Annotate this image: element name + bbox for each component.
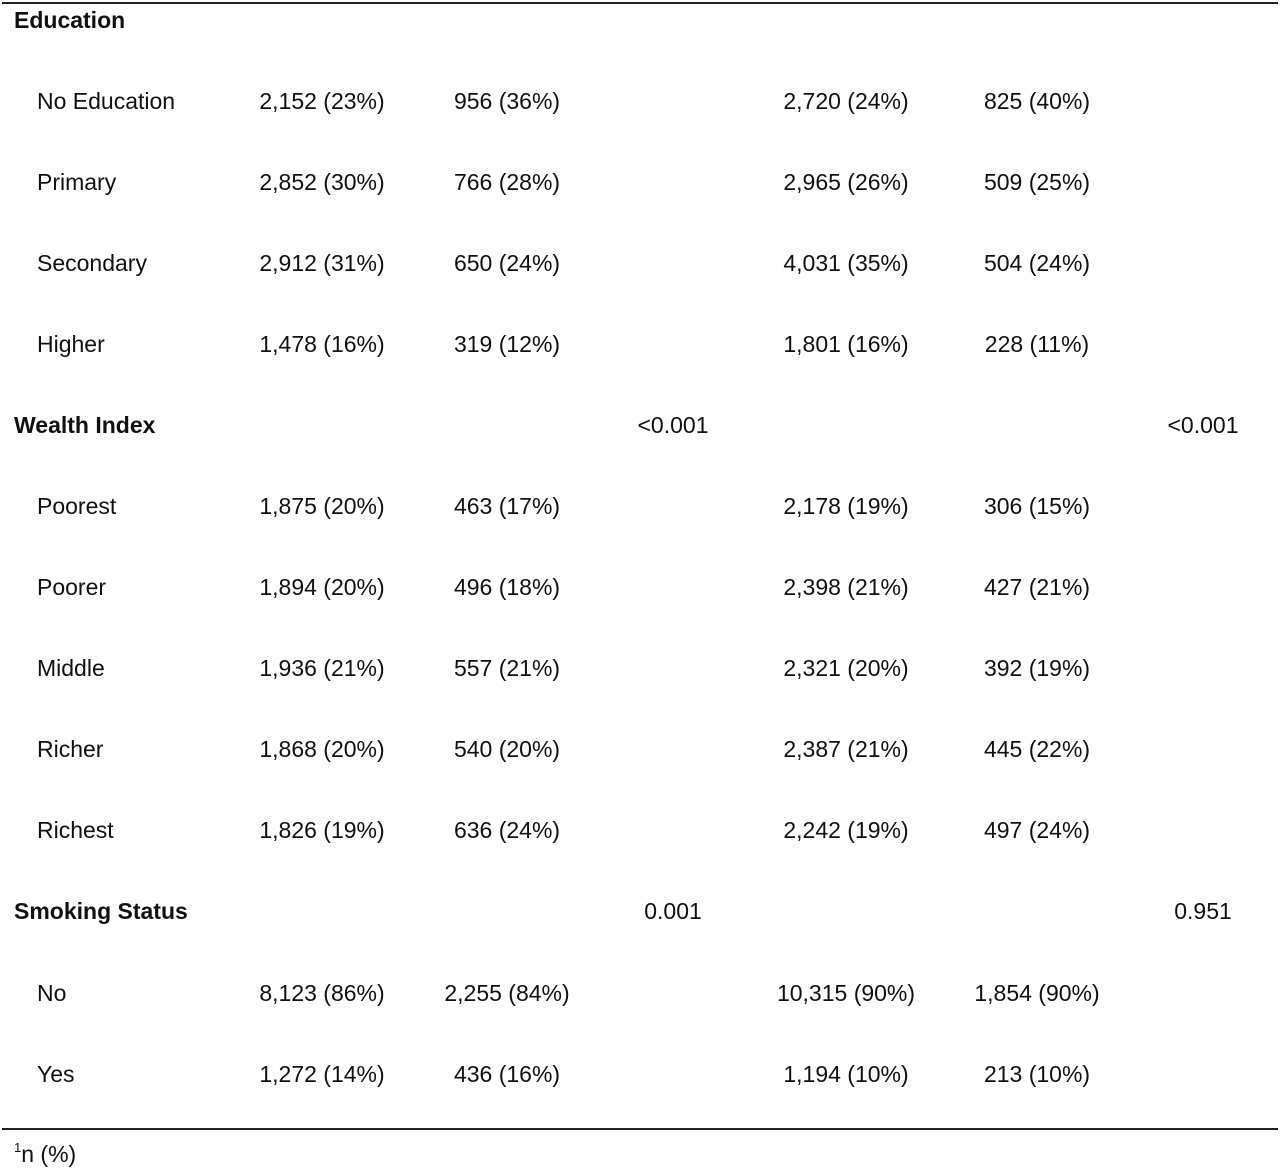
- row-label: Middle: [37, 655, 105, 681]
- cell-col-3: 2,720 (24%): [783, 88, 909, 114]
- cell-col-3: 1,801 (16%): [783, 331, 909, 357]
- p-value-2: 0.951: [1174, 898, 1232, 924]
- table-row: [0, 729, 1280, 769]
- cell-col-4: 427 (21%): [983, 574, 1091, 600]
- cell-col-2: 319 (12%): [453, 331, 561, 357]
- row-label: No Education: [37, 88, 176, 114]
- table-row: [0, 567, 1280, 607]
- cell-col-4: 213 (10%): [983, 1061, 1091, 1087]
- group-label: Education: [14, 7, 126, 33]
- cell-col-2: 557 (21%): [453, 655, 561, 681]
- cell-col-3: 2,242 (19%): [783, 817, 909, 843]
- row-label: Richer: [37, 736, 104, 762]
- cell-col-3: 4,031 (35%): [783, 250, 909, 276]
- table-bottom-rule: [2, 1128, 1278, 1130]
- footnote-text: n (%): [21, 1141, 77, 1167]
- row-label: No: [37, 980, 67, 1006]
- table-row: [0, 973, 1280, 1013]
- p-value-1: <0.001: [637, 412, 709, 438]
- cell-col-1: 1,868 (20%): [259, 736, 385, 762]
- cell-col-1: 8,123 (86%): [259, 980, 385, 1006]
- cell-col-1: 2,912 (31%): [259, 250, 385, 276]
- cell-col-4: 445 (22%): [983, 736, 1091, 762]
- footnote-marker: 1: [14, 1140, 22, 1155]
- row-label: Poorer: [37, 574, 107, 600]
- cell-col-2: 463 (17%): [453, 493, 561, 519]
- cell-col-1: 1,478 (16%): [259, 331, 385, 357]
- table-row: [0, 1054, 1280, 1094]
- group-label: Smoking Status: [14, 898, 188, 924]
- cell-col-2: 650 (24%): [453, 250, 561, 276]
- cell-col-2: 766 (28%): [453, 169, 561, 195]
- cell-col-1: 2,852 (30%): [259, 169, 385, 195]
- cell-col-1: 2,152 (23%): [259, 88, 385, 114]
- cell-col-4: 306 (15%): [983, 493, 1091, 519]
- cell-col-2: 436 (16%): [453, 1061, 561, 1087]
- table-row: [0, 243, 1280, 283]
- cell-col-2: 2,255 (84%): [444, 980, 570, 1006]
- row-label: Yes: [37, 1061, 75, 1087]
- table-group-row: [0, 891, 1280, 931]
- table-group-row: [0, 405, 1280, 445]
- cell-col-2: 540 (20%): [453, 736, 561, 762]
- cell-col-3: 2,965 (26%): [783, 169, 909, 195]
- table-row: [0, 648, 1280, 688]
- cell-col-1: 1,875 (20%): [259, 493, 385, 519]
- cell-col-2: 956 (36%): [453, 88, 561, 114]
- cell-col-2: 496 (18%): [453, 574, 561, 600]
- cell-col-3: 2,387 (21%): [783, 736, 909, 762]
- cell-col-1: 1,272 (14%): [259, 1061, 385, 1087]
- cell-col-4: 504 (24%): [983, 250, 1091, 276]
- cell-col-4: 392 (19%): [983, 655, 1091, 681]
- cell-col-4: 509 (25%): [983, 169, 1091, 195]
- cell-col-4: 1,854 (90%): [974, 980, 1100, 1006]
- group-label: Wealth Index: [14, 412, 156, 438]
- cell-col-4: 497 (24%): [983, 817, 1091, 843]
- cell-col-3: 2,321 (20%): [783, 655, 909, 681]
- table-row: [0, 324, 1280, 364]
- table-row: [0, 162, 1280, 202]
- cell-col-4: 228 (11%): [984, 331, 1090, 357]
- row-label: Richest: [37, 817, 114, 843]
- table-footnote: [14, 1140, 76, 1168]
- cell-col-1: 1,894 (20%): [259, 574, 385, 600]
- cell-col-2: 636 (24%): [453, 817, 561, 843]
- p-value-2: <0.001: [1167, 412, 1239, 438]
- table-row: [0, 81, 1280, 121]
- cell-col-1: 1,826 (19%): [259, 817, 385, 843]
- row-label: Secondary: [37, 250, 147, 276]
- table-group-row: [0, 0, 1280, 40]
- table-row: [0, 810, 1280, 850]
- cell-col-3: 1,194 (10%): [783, 1061, 909, 1087]
- p-value-1: 0.001: [644, 898, 702, 924]
- row-label: Poorest: [37, 493, 117, 519]
- row-label: Higher: [37, 331, 105, 357]
- cell-col-4: 825 (40%): [983, 88, 1091, 114]
- cell-col-1: 1,936 (21%): [259, 655, 385, 681]
- cell-col-3: 2,178 (19%): [783, 493, 909, 519]
- row-label: Primary: [37, 169, 117, 195]
- cell-col-3: 10,315 (90%): [776, 980, 916, 1006]
- table-row: [0, 486, 1280, 526]
- cell-col-3: 2,398 (21%): [783, 574, 909, 600]
